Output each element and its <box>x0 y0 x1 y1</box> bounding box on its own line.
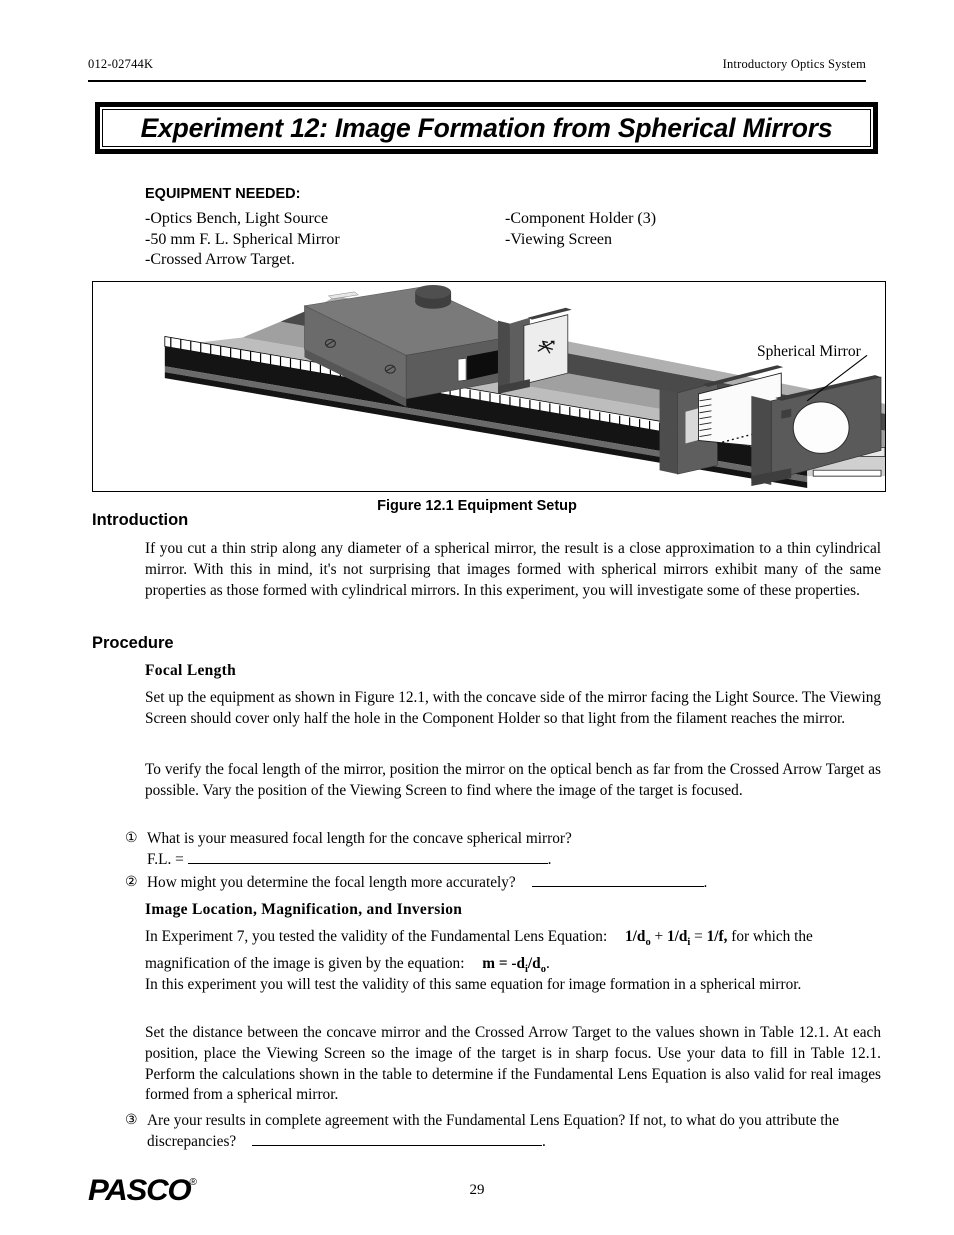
answer-period: . <box>703 874 708 891</box>
mag-lhs: m = -d <box>482 954 525 972</box>
header-doc-number: 012-02744K <box>88 57 154 71</box>
section-heading-procedure: Procedure <box>92 634 174 652</box>
equation-intro-text: In Experiment 7, you tested the validity of the Fundamental Lens Equation: <box>145 928 608 945</box>
answer-blank[interactable] <box>532 873 704 887</box>
page-number: 29 <box>469 1182 485 1198</box>
question-answer-line-1 <box>147 850 881 871</box>
question-marker-2: ② <box>125 875 138 890</box>
answer-period: . <box>542 1132 546 1150</box>
eq-plus: + <box>654 928 664 945</box>
eq-subscript-i: i <box>687 937 691 948</box>
image-location-paragraph-3: Set the distance between the concave mirror and the Crossed Arrow Target to the values shown in Table 12.1. At each position, place the Viewing Screen so the image of the target is in sharp focus. Use your data to fill in Table 12.1. Perform the calculations shown in the table to determine if the Fundamental Lens Equation is also valid for real images formed from a spherical mirror. <box>145 1024 881 1104</box>
equipment-item: -Component Holder (3) <box>505 210 657 227</box>
question-prompt-2: How might you determine the focal length more accurately? <box>147 874 516 891</box>
question-text-2 <box>147 873 881 894</box>
magnification-equation <box>482 954 550 975</box>
equipment-list <box>145 209 845 271</box>
question-item-1 <box>125 829 881 871</box>
mag-subscript-o: o <box>540 963 546 975</box>
equipment-row <box>145 209 845 230</box>
lens-equation-paragraph <box>145 927 885 981</box>
question-item-3 <box>125 1111 881 1153</box>
header-rule <box>88 80 866 82</box>
figure-caption: Figure 12.1 Equipment Setup <box>377 498 577 514</box>
focal-length-paragraph-1: Set up the equipment as shown in Figure 12.1, with the concave side of the mirror facing the Light Source. The Viewing Screen should cover only half the hole in the Component Holder so that light from the filament reaches the mirror. <box>145 689 882 727</box>
header-doc-title: Introductory Optics System <box>722 57 866 71</box>
equipment-row <box>145 230 845 251</box>
question-text-3 <box>147 1111 881 1153</box>
mag-subscript-i: i <box>525 963 528 975</box>
pasco-wordmark: PASCO <box>88 1174 191 1207</box>
answer-blank[interactable] <box>188 850 548 864</box>
eq-equals: = <box>694 928 703 945</box>
subheading-image-location: Image Location, Magnification, and Inversion <box>145 901 463 918</box>
question-marker-3: ③ <box>125 1113 138 1128</box>
eq-1-over-d: 1/d <box>625 928 646 945</box>
question-item-2 <box>125 873 881 894</box>
eq-term-do <box>625 928 651 948</box>
equation-after-text: for which the magnification of the image is given by the equation: <box>145 928 813 972</box>
question-marker-1: ① <box>125 831 138 846</box>
mag-period: . <box>545 954 550 972</box>
equipment-item: -Crossed Arrow Target. <box>145 251 295 268</box>
question-prompt-3: Are your results in complete agreement with the Fundamental Lens Equation? If not, to what do you attribute the discrepancies? <box>147 1112 839 1150</box>
answer-period: . <box>547 850 552 868</box>
equipment-item <box>505 250 835 271</box>
figure-callout-spherical-mirror: Spherical Mirror <box>757 343 861 360</box>
fundamental-lens-equation <box>625 928 728 948</box>
equipment-setup-illustration <box>93 282 885 491</box>
equipment-row <box>145 250 845 271</box>
page-footer <box>0 1176 954 1216</box>
subheading-focal-length: Focal Length <box>145 662 236 679</box>
introduction-paragraph: If you cut a thin strip along any diameter of a spherical mirror, the result is a close approximation to a thin cylindrical mirror. With this in mind, it's not surprising that images formed with spherical mirrors exhibit many of the same properties as those formed with cylindrical mirrors. In this experiment, you will investigate some of these properties. <box>145 540 881 599</box>
figure-equipment-setup <box>92 281 886 492</box>
registered-trademark-icon: ® <box>189 1177 197 1188</box>
equipment-heading: EQUIPMENT NEEDED: <box>145 186 301 202</box>
image-location-paragraph-2: In this experiment you will test the validity of this same equation for image formation in a spherical mirror. <box>145 976 802 993</box>
experiment-title-banner <box>95 102 878 154</box>
page-title: Experiment 12: Image Formation from Spherical Mirrors <box>140 112 833 143</box>
running-header <box>88 57 866 72</box>
section-heading-introduction: Introduction <box>92 511 189 529</box>
answer-label-fl: F.L. = <box>147 850 184 868</box>
question-text-1: What is your measured focal length for the concave spherical mirror? <box>147 830 572 847</box>
eq-term-f: 1/f, <box>706 928 728 945</box>
equipment-item: -Viewing Screen <box>505 230 612 248</box>
focal-length-paragraph-2: To verify the focal length of the mirror, position the mirror on the optical bench as far from the Crossed Arrow Target as possible. Vary the position of the Viewing Screen to find where the image of the target is focused. <box>145 761 881 799</box>
eq-subscript-o: o <box>645 937 651 948</box>
eq-term-di <box>666 928 691 948</box>
mag-slash-d: /d <box>527 954 541 972</box>
eq-1-over-d2: 1/d <box>666 928 688 945</box>
title-inner-border <box>102 109 871 147</box>
answer-blank[interactable] <box>252 1132 542 1146</box>
equipment-item: -Optics Bench, Light Source <box>145 210 329 227</box>
equipment-item: -50 mm F. L. Spherical Mirror <box>145 230 340 248</box>
